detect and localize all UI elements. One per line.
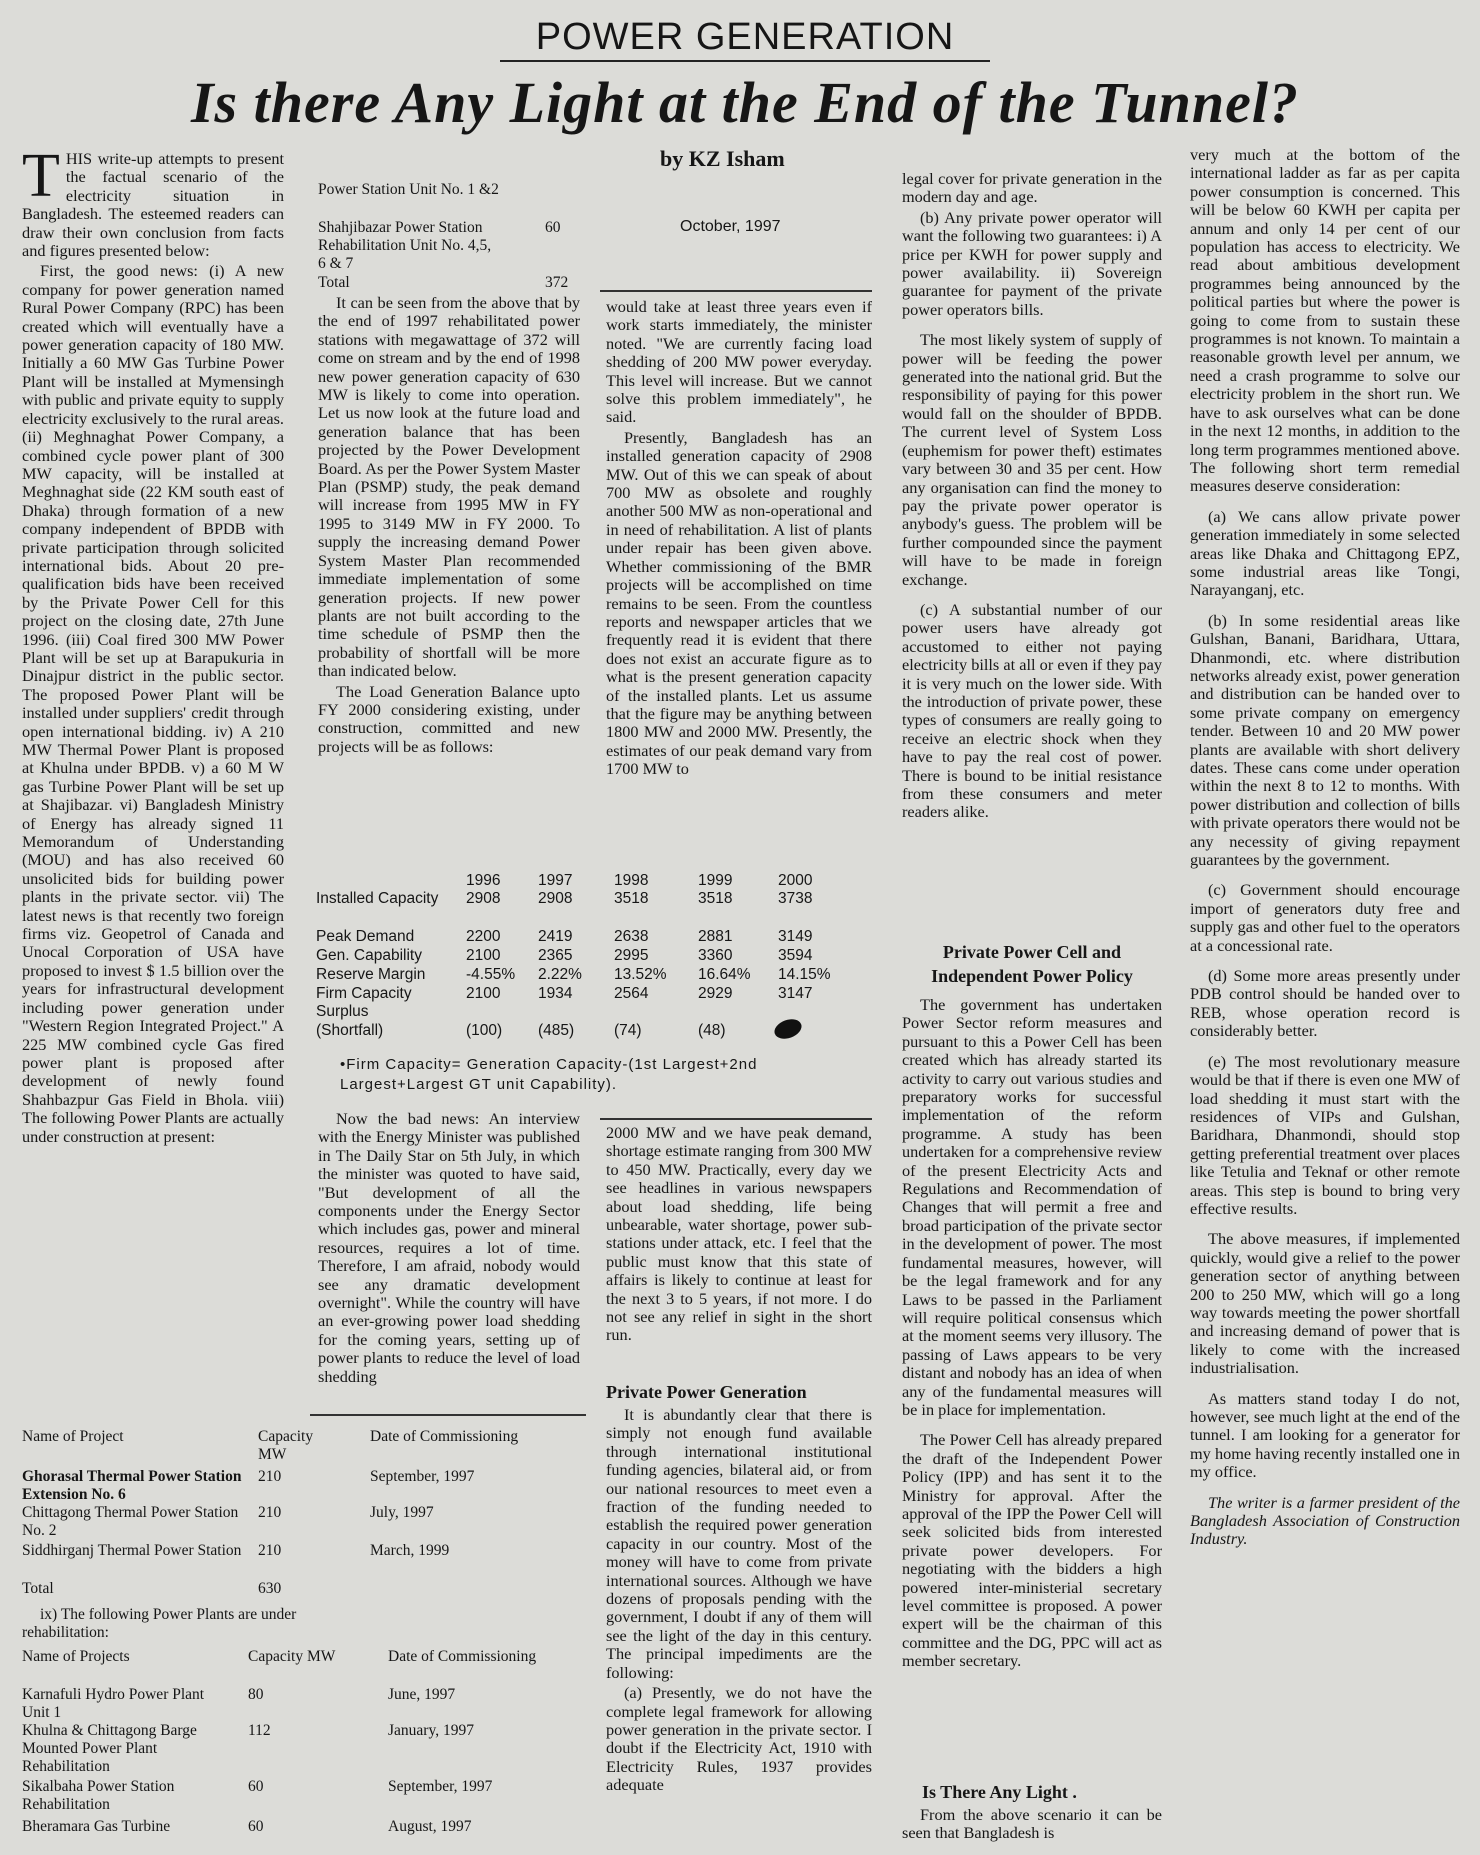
- column-4-end: [902, 1806, 1162, 1846]
- table-cell: 112: [248, 1722, 271, 1739]
- table-cell: 3518: [614, 890, 649, 907]
- paragraph: (c) A substantial number of our power users have already got accustomed to either not paying electricity bills at all or even if they pay it is very much on the lower side. With the introduction of private power, these types of consumers are really going to receive an electric shock when they have to pay the real cost of power. There is bound to be initial resistance from these consumers and meter readers alike.: [902, 599, 1162, 822]
- table-cell: 2908: [538, 890, 573, 907]
- table-cell: 3149: [778, 928, 813, 945]
- rule: [600, 290, 872, 292]
- table-cell: 210: [258, 1504, 282, 1521]
- constr-total: 630: [258, 1580, 282, 1597]
- paragraph: 2000 MW and we have peak demand, shortage estimate ranging from 300 MW to 450 MW. Practically, every day we see headlines in various newspapers about load shedding, life being unbearable, water shortage, power sub-stations under attack, etc. I feel that the public must know that this state of affairs is likely to continue at least for the next 3 to 5 years, if not more. I do not see any relief in sight in the short run.: [606, 1124, 872, 1345]
- table-cell: 210: [258, 1468, 282, 1485]
- row-label: Gen. Capability: [316, 947, 422, 964]
- column-2: [318, 294, 580, 864]
- section-kicker: POWER GENERATION: [500, 14, 990, 62]
- table-cell: 16.64%: [698, 966, 751, 983]
- paragraph: It is abundantly clear that there is simply not enough fund available through international institutional funding agencies, bilateral aid, or from our national resources to meet even a fraction of the funding needed to establish the required power generation capacity in our country. Most of the money will have to come from private international sources. Although we have dozens of proposals pending with the government, I doubt if any of them will see the light of the day in this century. The principal impediments are the following:: [606, 1406, 872, 1682]
- paragraph: (b) Any private power operator will want the following two guarantees: i) A price per KWH for power supply and power availability. ii) Sovereign guarantee for payment of the private power operators bills.: [902, 207, 1162, 319]
- column-1: [22, 150, 284, 1430]
- paragraph: From the above scenario it can be seen that Bangladesh is: [902, 1806, 1162, 1843]
- table-cell: (48): [698, 1022, 726, 1039]
- table-cell: 60: [248, 1818, 264, 1835]
- paragraph: The Load Generation Balance upto FY 2000 considering existing, under construction, committed and new projects will be as follows:: [318, 681, 580, 756]
- paragraph: The government has undertaken Power Sector reform measures and pursuant to this a Power Cell has been created which has already started its activity to carry out various studies and preparatory works for successful implementation of the reform programme. A study has been undertaken for a comprehensive review of the present Electricity Acts and Regulations and Recommendation of Changes that will permit a free and broad participation of the private sector in the development of power. The most fundamental measures, however, will be the legal framework and for any Laws to be passed in the Parliament will require political consensus which at the moment seems very illusory. The passing of Laws appears to be very distant and nobody has an idea of when any of the fundamental measures will be in place for implementation.: [902, 996, 1162, 1419]
- table-cell: January, 1997: [388, 1722, 474, 1739]
- rehab-header-name: Name of Projects: [22, 1648, 130, 1665]
- intro-paragraph: THIS write-up attempts to present the factual scenario of the electricity situation in Bangladesh. The esteemed readers can draw their own conclusion from facts and figures presented below:: [22, 150, 284, 261]
- rehab-header-date: Date of Commissioning: [388, 1648, 537, 1665]
- table-cell: September, 1997: [388, 1778, 493, 1795]
- rehab-total: 372: [545, 274, 569, 291]
- author-note: The writer is a farmer president of the Bangladesh Association of Construction Industry.: [1190, 1492, 1460, 1549]
- table-cell: July, 1997: [370, 1504, 434, 1521]
- table-cell: 2564: [614, 985, 649, 1002]
- measure-b: (b) In some residential areas like Gulshan, Banani, Baridhara, Uttara, Dhanmondi, etc. where distribution networks already exist, power generation and distribution can be handed over to some private company on emergency tender. Between 10 and 20 MW power plants are available with short delivery dates. These cans come under operation within the next 8 to 12 to months. With power distribution and collection of bills with private operators there would not be any necessity of giving repayment guarantees by the government.: [1190, 610, 1460, 870]
- rehab-header-cap: Capacity MW: [248, 1648, 336, 1665]
- table-row: Khulna & Chittagong Barge Mounted Power Plant Rehabilitation: [22, 1722, 197, 1775]
- table-cell: 2365: [538, 947, 573, 964]
- table-row: Bheramara Gas Turbine: [22, 1818, 171, 1835]
- table-cell: 3738: [778, 890, 813, 907]
- rehab-total-label: Total: [318, 274, 350, 291]
- table-cell: 2881: [698, 928, 733, 945]
- row-label: Firm Capacity Surplus: [316, 985, 412, 1020]
- private-power-cell-heading: Private Power Cell and Independent Power Policy: [931, 942, 1133, 986]
- paragraph: The above measures, if implemented quickly, would give a relief to the power generation sector of anything between 200 to 250 MW, which will go a long way towards meeting the power shortfall and increasing demand of power that is likely to come with the increased industrialisation.: [1190, 1229, 1460, 1378]
- column-4-bottom: [902, 996, 1162, 1771]
- year-header: 1997: [538, 872, 573, 889]
- table-cell: 2908: [466, 890, 501, 907]
- table-cell: 14.15%: [778, 966, 831, 983]
- table-cell: (100): [466, 1022, 503, 1039]
- table-cell: -4.55%: [466, 966, 516, 983]
- year-header: 1998: [614, 872, 649, 889]
- table-row: Sikalbaha Power Station Rehabilitation: [22, 1778, 175, 1813]
- paragraph: It can be seen from the above that by the end of 1997 rehabilitated power stations with megawattage of 372 will come on stream and by the end of 1998 new power generation capacity of 630 MW is likely to come into operation. Let us now look at the future load and generation balance that has been projected by the Power Development Board. As per the Power System Master Plan (PSMP) study, the peak demand will increase from 1995 MW in FY 1995 to 3149 MW in FY 2000. To supply the increasing demand Power System Master Plan recommended immediate implementation of some generation projects. If new power plants are not built according to the time schedule of PSMP then the probability of shortfall will be more than indicated below.: [318, 294, 580, 681]
- drop-cap: T: [22, 150, 60, 210]
- paragraph: The Power Cell has already prepared the draft of the Independent Power Policy (IPP) and has sent it to the Ministry for approval. After the approval of the IPP the Power Cell will seek solicited bids from interested private power developers. For negotiating with the bidders a high powered inter-ministerial secretary level committee is proposed. A power expert will be the chairman of this committee and the DG, PPC will act as member secretary.: [902, 1430, 1162, 1671]
- row-label: (Shortfall): [316, 1022, 384, 1039]
- rehab-intro: ix) The following Power Plants are under rehabilitation:: [22, 1606, 297, 1641]
- conclusion-paragraph: As matters stand today I do not, however, see much light at the end of the tunnel. I am looking for a generator for my home having recently installed one in my office.: [1190, 1388, 1460, 1482]
- table-cell: 2995: [614, 947, 649, 964]
- table-row: Chittagong Thermal Power Station No. 2: [22, 1504, 239, 1539]
- constr-header-cap: Capacity MW: [258, 1428, 314, 1463]
- firm-capacity-note: •Firm Capacity= Generation Capacity-(1st Largest+2nd Largest+Largest GT unit Capability).: [340, 1056, 758, 1093]
- table-row: Ghorasal Thermal Power Station Extension No. 6: [22, 1468, 242, 1503]
- table-cell: September, 1997: [370, 1468, 475, 1485]
- rule: [310, 1414, 586, 1416]
- byline: by KZ Isham: [660, 146, 785, 171]
- measure-d: (d) Some more areas presently under PDB control should be handed over to REB, whose operation record is considerably better.: [1190, 966, 1460, 1041]
- row-label: Installed Capacity: [316, 890, 439, 907]
- measure-e: (e) The most revolutionary measure would be that if there is even one MW of load shedding it must start with the residences of VIPs and Gulshan, Baridhara, Dhanmondi, should stop getting preferential treatment over places like Tetulia and Teknaf or other remote areas. This step is bound to bring very effective results.: [1190, 1051, 1460, 1218]
- private-power-generation-heading: Private Power Generation: [606, 1382, 807, 1402]
- table-cell: August, 1997: [388, 1818, 472, 1835]
- column-3: [606, 298, 872, 843]
- table-cell: 2.22%: [538, 966, 582, 983]
- row-label: Peak Demand: [316, 928, 415, 945]
- table-cell: 3594: [778, 947, 813, 964]
- table-cell: 210: [258, 1542, 282, 1559]
- table-cell: 80: [248, 1686, 264, 1703]
- table-cell: June, 1997: [388, 1686, 456, 1703]
- table-cell: 2929: [698, 985, 733, 1002]
- dateline: October, 1997: [680, 218, 781, 235]
- column-3-bottom: [606, 1124, 872, 1384]
- constr-header-name: Name of Project: [22, 1428, 124, 1445]
- table-cell: (485): [538, 1022, 575, 1039]
- paragraph: would take at least three years even if work starts immediately, the minister noted. "We are currently facing load shedding of 200 MW power everyday. This level will increase. But we cannot solve this problem immediately", he said.: [606, 298, 872, 427]
- table-cell: 60: [248, 1778, 264, 1795]
- table-cell: 2419: [538, 928, 573, 945]
- paragraph: The most likely system of supply of power will be feeding the power generated into the national grid. But the responsibility of paying for this power would fall on the shoulder of BPDB. The current level of System Loss (euphemism for power theft) estimates vary between 30 and 35 per cent. How any organisation can find the money to pay the private power operator is anybody's guess. The problem will be further compounded since the payment will have to be made in foreign exchange.: [902, 330, 1162, 589]
- table-cell: 13.52%: [614, 966, 667, 983]
- year-header: 1999: [698, 872, 733, 889]
- good-news-paragraph: First, the good news: (i) A new company for power generation named Rural Power Company (RPC) has been created which will eventually have a power generation capacity of 180 MW. Initially a 60 MW Gas Turbine Power Plant will be installed at Mymensingh with public and private equity to supply electricity exclusively to the rural areas. (ii) Meghnaghat Power Company, a combined cycle power plant of 300 MW capacity, will be installed at Meghnaghat side (22 KM south east of Dhaka) through formation of a new company independent of BPDB with private participation through solicited international bids. About 20 pre-qualification bids have been received by the Private Power Cell for this project on the closing date, 27th June 1996. (iii) Coal fired 300 MW Power Plant will be set up at Barapukuria in Dinajpur district in the public sector. The proposed Power Plant will be installed under suppliers' credit through open international bidding. iv) A 210 MW Thermal Power Plant is proposed at Khulna under BPDB. v) a 60 M W gas Turbine Power Plant will be set up at Shajibazar. vi) Bangladesh Ministry of Energy has already signed 11 Memorandum of Understanding (MOU) and has also received 60 unsolicited bids for building power plants in the private sector. vii) The latest news is that recently two foreign firms viz. Geopetrol of Canada and Unocal Corporation of USA have proposed to invest $ 1.5 billion over the years for infrastructural development including power generation under "Western Region Integrated Project." A 225 MW combined cycle Gas fired power plant is proposed after development of newly found Shahbazpur Gas Field in Bhola. viii) The following Power Plants are actually under construction at present:: [22, 261, 284, 1146]
- paragraph: legal cover for private generation in the modern day and age.: [902, 170, 1162, 207]
- light-heading: Is There Any Light .: [922, 1782, 1077, 1802]
- constr-total-label: Total: [22, 1580, 54, 1597]
- table-cell: 3518: [698, 890, 733, 907]
- table-cell: March, 1999: [370, 1542, 450, 1559]
- paragraph: very much at the bottom of the international ladder as far as per capita power consumption is concerned. This will be below 60 KWH per capita per annum and only 14 per cent of our population has access to electricity. We read about ambitious development programmes being announced by the political parties but where the power is going to come from to sustain these programmes is not known. To maintain a reasonable growth level per annum, we need a crash programme to solve our electricity problem in the short run. We have to ask ourselves what can be done in the next 12 months, in addition to the long term programmes mentioned above. The following short term remedial measures deserve consideration:: [1190, 146, 1460, 496]
- paragraph: (a) Presently, we do not have the complete legal framework for allowing power generation in the private sector. I doubt if the Electricity Act, 1910 with Electricity Rules, 1937 provides adequate: [606, 1683, 872, 1795]
- unit-line-2-cap: 60: [545, 219, 561, 236]
- column-3-private: [606, 1406, 872, 1846]
- measure-a: (a) We cans allow private power generation immediately in some selected areas like Dhaka and Chittagong EPZ, some industrial areas like Tongi, Narayanganj, etc.: [1190, 506, 1460, 600]
- column-2-bottom: [318, 1110, 580, 1410]
- year-header: 1996: [466, 872, 501, 889]
- paragraph: Presently, Bangladesh has an installed generation capacity of 2908 MW. Out of this we can speak of about 700 MW as obsolete and roughly another 500 MW as non-operational and in need of rehabilitation. A list of plants under repair has been given above. Whether commissioning of the BMR projects will be accomplished on time remains to be seen. From the countless reports and newspaper articles that we frequently read it is evident that there does not exist an accurate figure as to what is the present generation capacity of the installed plants. Let us assume that the figure may be anything between 1800 MW and 2000 MW. Presently, the estimates of our peak demand vary from 1700 MW to: [606, 427, 872, 779]
- table-cell: 2100: [466, 985, 501, 1002]
- table-row: Karnafuli Hydro Power Plant Unit 1: [22, 1686, 205, 1721]
- unit-line-2: Shahjibazar Power Station Rehabilitation Unit No. 4,5, 6 & 7: [318, 219, 492, 272]
- unit-line-1: Power Station Unit No. 1 &2: [318, 181, 499, 198]
- bad-news-paragraph: Now the bad news: An interview with the Energy Minister was published in The Daily Star on 5th July, in which the minister was quoted to have said, "But development of all the components under the Energy Sector which includes gas, power and mineral resources, requires a lot of time. Therefore, I am afraid, nobody would see any dramatic development overnight". While the country will have an ever-growing power load shedding for the coming years, setting up of power plants to reduce the level of load shedding: [318, 1110, 580, 1386]
- column-5: [1190, 146, 1460, 1841]
- table-cell: 3360: [698, 947, 733, 964]
- table-cell: 2100: [466, 947, 501, 964]
- table-cell: (74): [614, 1022, 642, 1039]
- headline: Is there Any Light at the End of the Tunnel?: [190, 70, 1300, 135]
- row-label: Reserve Margin: [316, 966, 426, 983]
- table-cell: 2638: [614, 928, 649, 945]
- table-row: Siddhirganj Thermal Power Station: [22, 1542, 242, 1559]
- column-4: [902, 170, 1162, 915]
- measure-c: (c) Government should encourage import of generators duty free and supply gas and other fuel to the operators at a concessional rate.: [1190, 880, 1460, 955]
- table-cell: 3147: [778, 985, 813, 1002]
- table-cell: 2200: [466, 928, 501, 945]
- constr-header-date: Date of Commissioning: [370, 1428, 519, 1445]
- year-header: 2000: [778, 872, 813, 889]
- table-cell: 1934: [538, 985, 573, 1002]
- rule: [600, 1118, 872, 1120]
